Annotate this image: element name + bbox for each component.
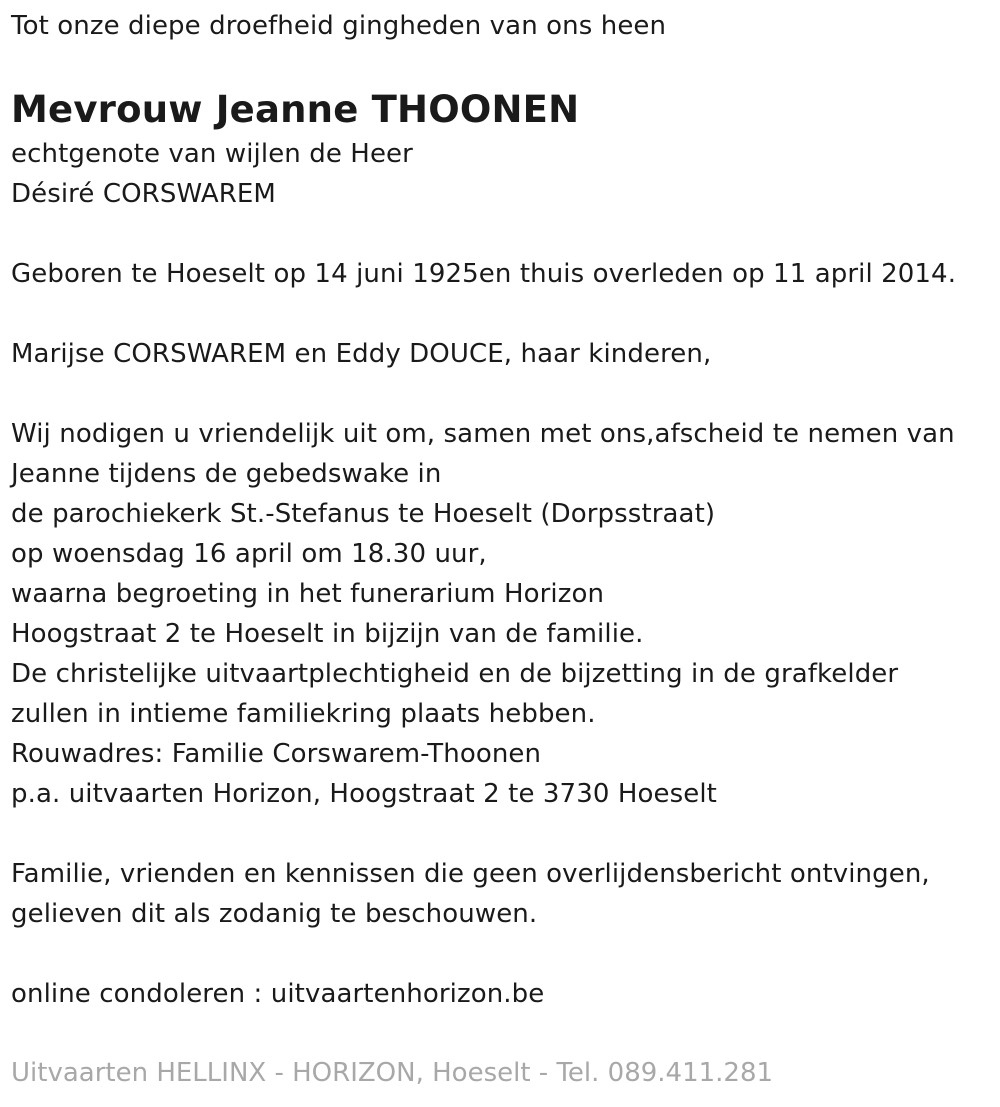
invitation-line: Wij nodigen u vriendelijk uit om, samen met ons,afscheid te nemen van bbox=[11, 419, 955, 449]
invitation-line: de parochiekerk St.-Stefanus te Hoeselt (Dorpsstraat) bbox=[11, 499, 716, 529]
invitation-block bbox=[11, 414, 991, 814]
notice-line: gelieven dit als zodanig te beschouwen. bbox=[11, 899, 538, 929]
spacer bbox=[11, 814, 991, 854]
invitation-line: op woensdag 16 april om 18.30 uur, bbox=[11, 539, 487, 569]
mourning-address-line: p.a. uitvaarten Horizon, Hoogstraat 2 te 3730 Hoeselt bbox=[11, 779, 717, 809]
deceased-name: Mevrouw Jeanne THOONEN bbox=[11, 88, 580, 131]
mourning-address-line: Rouwadres: Familie Corswarem-Thoonen bbox=[11, 739, 542, 769]
invitation-line: waarna begroeting in het funerarium Horizon bbox=[11, 579, 605, 609]
invitation-line: Hoogstraat 2 te Hoeselt in bijzijn van de familie. bbox=[11, 619, 644, 649]
intro-line: Tot onze diepe droefheid gingheden van ons heen bbox=[11, 11, 667, 41]
birth-death-line: Geboren te Hoeselt op 14 juni 1925en thuis overleden op 11 april 2014. bbox=[11, 259, 957, 289]
spouse-name-line: Désiré CORSWAREM bbox=[11, 179, 276, 209]
spacer bbox=[11, 294, 991, 334]
notice-line: Familie, vrienden en kennissen die geen overlijdensbericht ontvingen, bbox=[11, 859, 930, 889]
spacer bbox=[11, 374, 991, 414]
family-line: Marijse CORSWAREM en Eddy DOUCE, haar kinderen, bbox=[11, 339, 712, 369]
invitation-line: De christelijke uitvaartplechtigheid en de bijzetting in de grafkelder bbox=[11, 659, 899, 689]
spacer bbox=[11, 934, 991, 974]
spacer bbox=[11, 214, 991, 254]
death-notice bbox=[11, 0, 991, 1014]
spouse-line: echtgenote van wijlen de Heer bbox=[11, 139, 413, 169]
funeral-home-footer: Uitvaarten HELLINX - HORIZON, Hoeselt - Tel. 089.411.281 bbox=[11, 1058, 774, 1088]
invitation-line: zullen in intieme familiekring plaats hebben. bbox=[11, 699, 596, 729]
invitation-line: Jeanne tijdens de gebedswake in bbox=[11, 459, 442, 489]
online-condolences-line: online condoleren : uitvaartenhorizon.be bbox=[11, 979, 545, 1009]
